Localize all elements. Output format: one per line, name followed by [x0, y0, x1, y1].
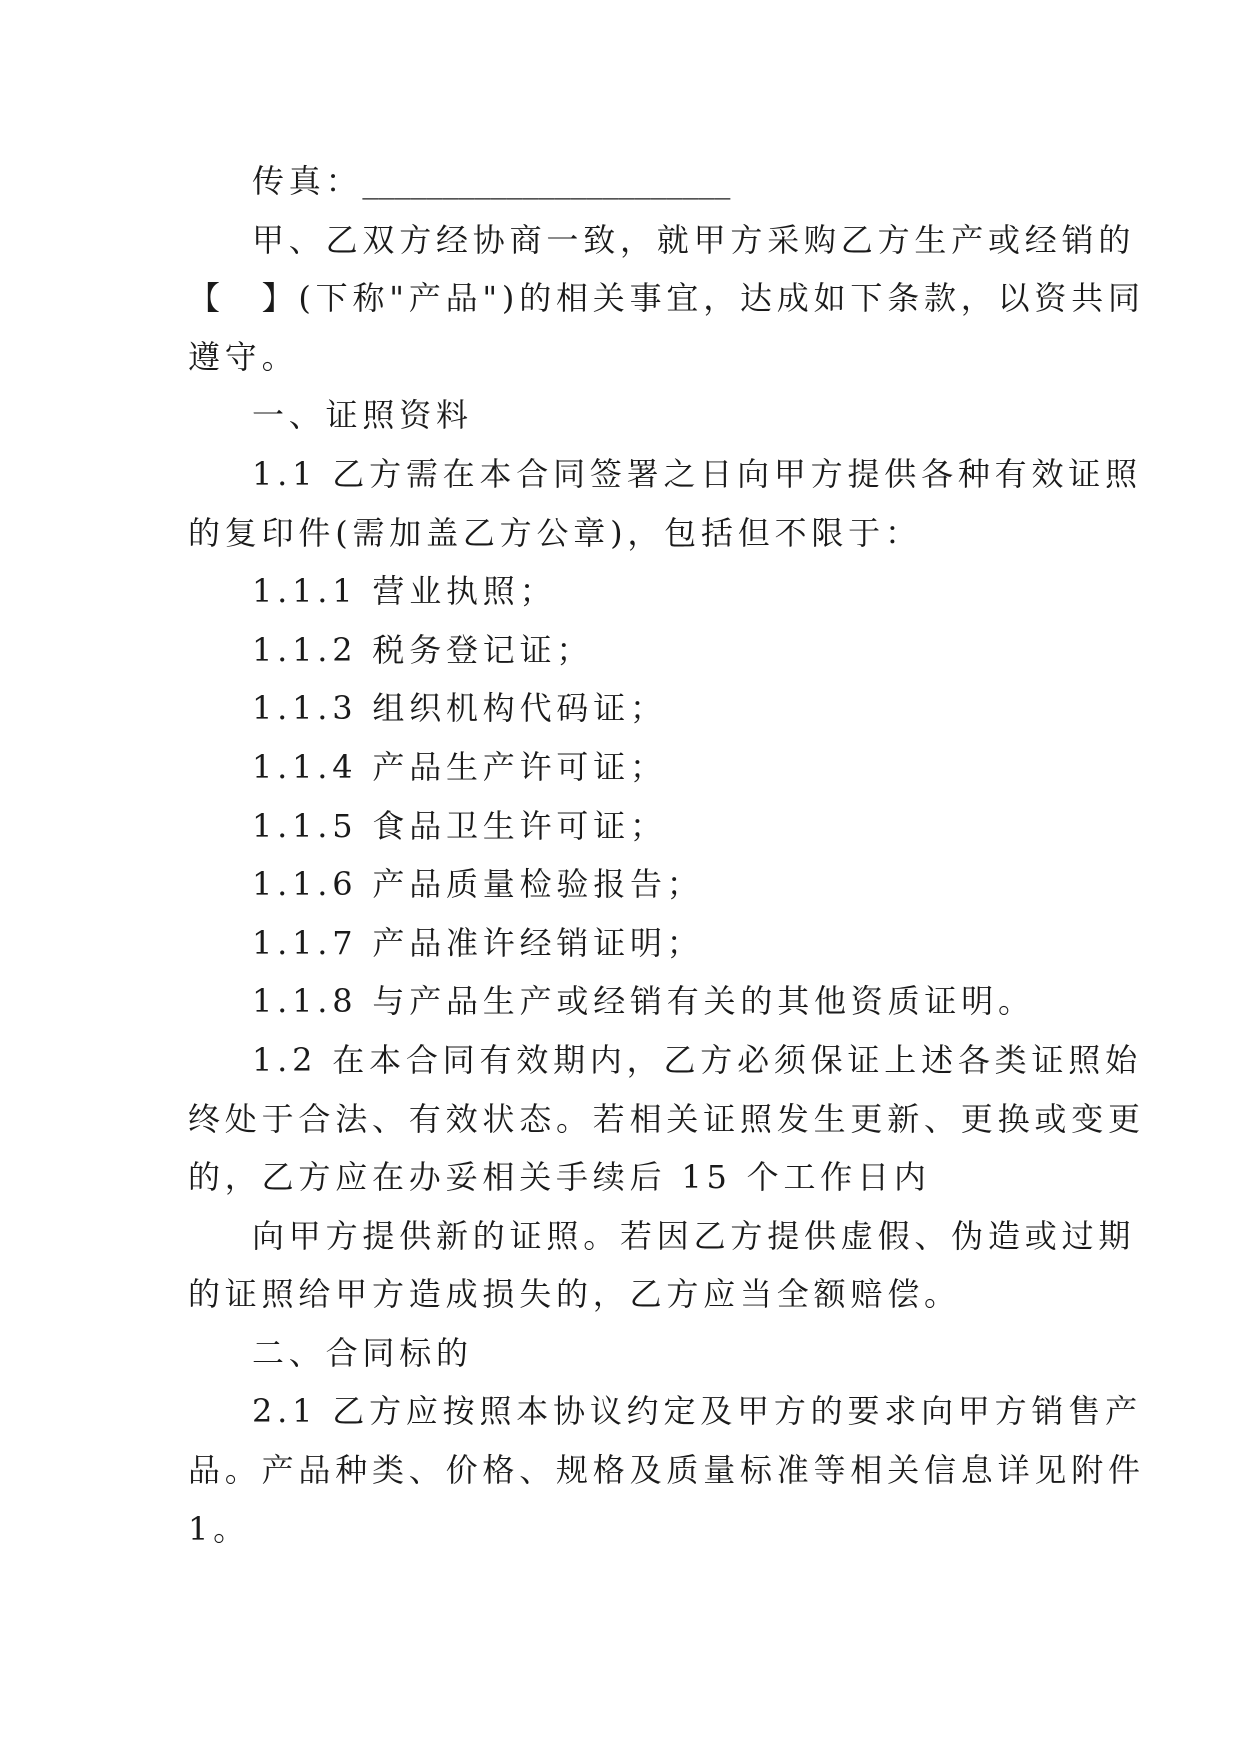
clause-2-1-line-1: 2.1 乙方应按照本协议约定及甲方的要求向甲方销售产	[252, 1392, 1142, 1431]
section-1-title	[188, 386, 1050, 445]
fax-blank: _______________________	[362, 162, 731, 200]
fax-label: 传真：	[252, 162, 363, 200]
fax-line	[188, 152, 1050, 211]
sub-item: 1.1.7 产品准许经销证明；	[252, 923, 704, 962]
sub-item: 1.1.5 食品卫生许可证；	[252, 806, 667, 845]
intro-line-2: 【 】(下称"产品")的相关事宜，达成如下条款，以资共同	[188, 279, 1145, 318]
document-page	[188, 152, 1145, 1558]
section-2-title	[188, 1324, 1050, 1383]
sub-item: 1.1.8 与产品生产或经销有关的其他资质证明。	[252, 982, 1035, 1021]
sub-item-list	[188, 562, 1050, 1031]
sub-item: 1.1.1 营业执照；	[252, 572, 557, 611]
intro-paragraph	[188, 211, 1145, 387]
clause-1-2-line-1: 1.2 在本合同有效期内，乙方必须保证上述各类证照始	[252, 1040, 1142, 1079]
clause-1-1	[188, 445, 1142, 562]
clause-2-1	[188, 1382, 1145, 1558]
sub-item: 1.1.4 产品生产许可证；	[252, 747, 667, 786]
clause-1-2-line-3: 的，乙方应在办妥相关手续后 15 个工作日内	[188, 1158, 931, 1197]
sub-item: 1.1.6 产品质量检验报告；	[252, 865, 704, 904]
clause-1-1-line-1: 1.1 乙方需在本合同签署之日向甲方提供各种有效证照	[252, 454, 1142, 493]
clause-1-2b-line-2: 的证照给甲方造成损失的，乙方应当全额赔偿。	[188, 1275, 961, 1314]
clause-2-1-line-2: 品。产品种类、价格、规格及质量标准等相关信息详见附件	[188, 1451, 1145, 1490]
intro-line-1: 甲、乙双方经协商一致，就甲方采购乙方生产或经销的	[252, 220, 1136, 259]
sub-item: 1.1.2 税务登记证；	[252, 630, 594, 669]
clause-1-2	[188, 1031, 1145, 1207]
clause-2-1-line-3: 1。	[188, 1509, 250, 1548]
clause-1-1-line-2: 的复印件(需加盖乙方公章)，包括但不限于：	[188, 513, 922, 552]
section-2-title-text: 二、合同标的	[252, 1333, 473, 1372]
intro-line-3: 遵守。	[188, 337, 299, 376]
clause-1-2-line-2: 终处于合法、有效状态。若相关证照发生更新、更换或变更	[188, 1099, 1145, 1138]
sub-item: 1.1.3 组织机构代码证；	[252, 689, 667, 728]
clause-1-2-continued	[188, 1207, 1136, 1324]
section-1-title-text: 一、证照资料	[252, 396, 473, 435]
clause-1-2b-line-1: 向甲方提供新的证照。若因乙方提供虚假、伪造或过期	[252, 1216, 1136, 1255]
